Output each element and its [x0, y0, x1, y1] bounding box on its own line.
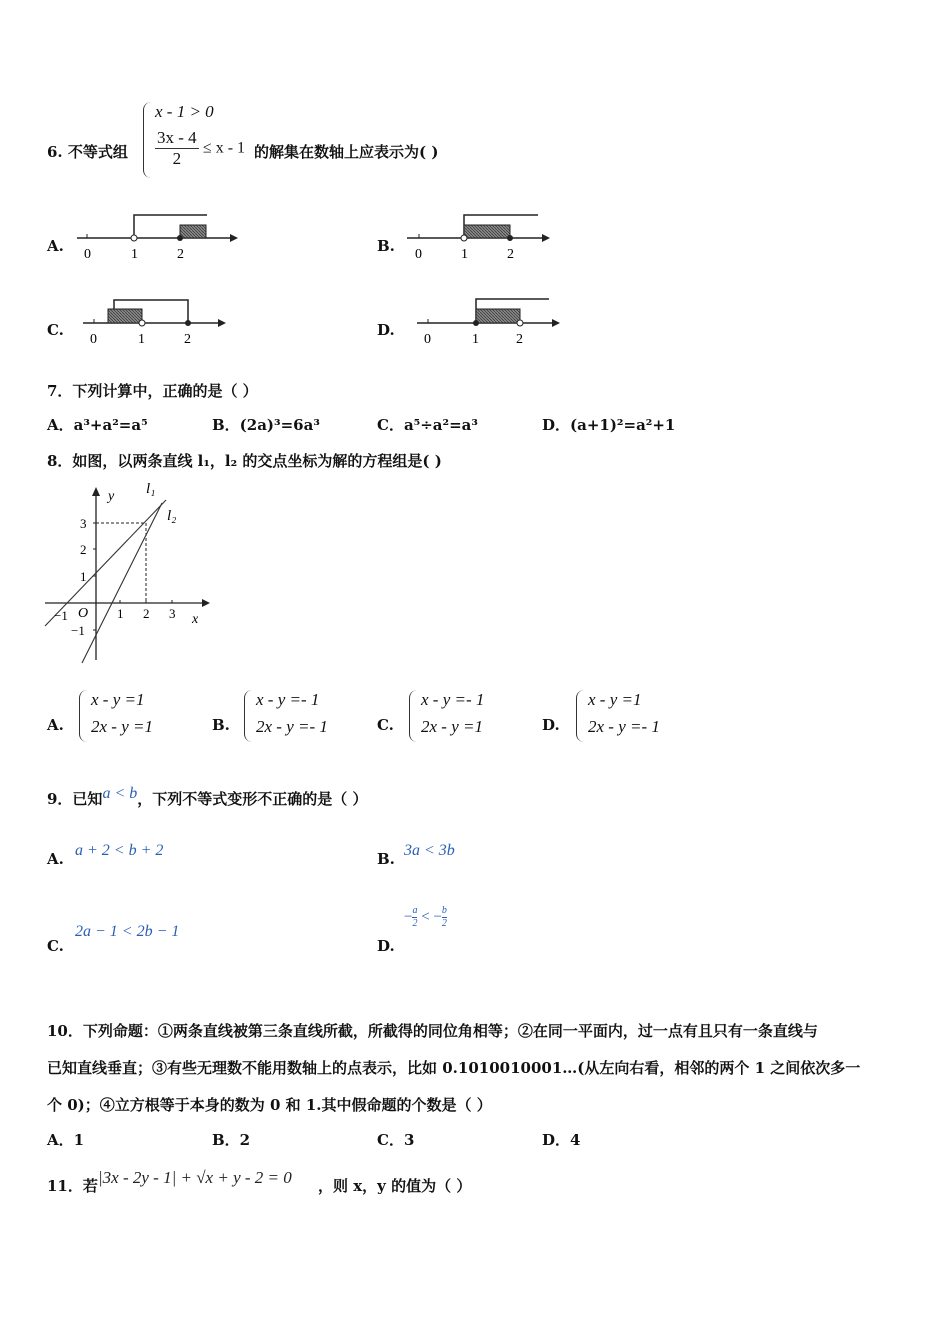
q8-option-d-system: [576, 690, 686, 742]
q6-option-c-letter[interactable]: C.: [47, 321, 64, 339]
tick-0: 0: [84, 247, 91, 262]
q6-numberline-b: [404, 206, 554, 266]
num-b: b: [441, 905, 447, 916]
q9-prefix: 9．已知: [47, 790, 103, 808]
q9-text: [47, 785, 368, 809]
q8-graph: [40, 478, 215, 668]
q10-option-d[interactable]: D．4: [542, 1131, 581, 1149]
x-tick-2: 2: [143, 606, 150, 621]
minus: −: [433, 909, 442, 925]
q6-numberline-d: [414, 291, 564, 351]
q7-text: 7．下列计算中，正确的是（ ）: [47, 382, 258, 400]
eq2: 2x - y =1: [91, 717, 153, 736]
tick-0: 0: [424, 332, 431, 347]
q8-option-a-system: [79, 690, 189, 742]
q7-option-b[interactable]: B．(2a)³=6a³: [212, 416, 320, 434]
q10-line2: 已知直线垂直；③有些无理数不能用数轴上的点表示，比如 0.1010010001…(从左向右看，相邻的两个 1 之间依次多一: [47, 1059, 861, 1077]
q9-option-a-letter[interactable]: A.: [47, 850, 64, 868]
q7-option-a[interactable]: A．a³+a²=a⁵: [47, 416, 148, 434]
tick-0: 0: [90, 332, 97, 347]
y-tick-neg1: −1: [71, 623, 85, 638]
q9-option-b-expr: 3a < 3b: [404, 842, 455, 859]
q6-numberline-c: [80, 291, 230, 351]
x-axis-label: x: [192, 612, 199, 627]
tick-1: 1: [461, 247, 468, 262]
y-tick-1: 1: [80, 569, 87, 584]
q6-frac-den: 2: [172, 149, 182, 168]
origin-label: O: [78, 606, 89, 621]
q9-suffix: ，下列不等式变形不正确的是（ ）: [137, 790, 368, 808]
tick-1: 1: [138, 332, 145, 347]
q7-option-d[interactable]: D．(a+1)²=a²+1: [542, 416, 676, 434]
num-a: a: [412, 905, 418, 916]
q6-rhs: ≤ x - 1: [202, 139, 246, 157]
x-tick-3: 3: [169, 606, 176, 621]
x-tick-1: 1: [117, 606, 124, 621]
line-l2: [82, 503, 162, 663]
tick-0: 0: [415, 247, 422, 262]
l2-label: l₂: [167, 508, 177, 524]
tick-2: 2: [177, 247, 184, 262]
q9-option-c-expr: 2a − 1 < 2b − 1: [75, 923, 180, 940]
den: 2: [412, 918, 418, 929]
y-axis-label: y: [108, 489, 115, 504]
tick-2: 2: [507, 247, 514, 262]
tick-2: 2: [184, 332, 191, 347]
eq2: 2x - y =- 1: [588, 717, 660, 736]
q8-option-d-letter[interactable]: D.: [542, 716, 560, 734]
eq1: x - y =1: [91, 690, 145, 709]
q9-option-a-expr: a + 2 < b + 2: [75, 842, 164, 859]
q8-option-a-letter[interactable]: A.: [47, 716, 64, 734]
eq2: 2x - y =1: [421, 717, 483, 736]
den: 2: [441, 918, 447, 929]
q8-option-c-system: [409, 690, 519, 742]
tick-2: 2: [516, 332, 523, 347]
minus: −: [404, 909, 413, 925]
q6-numberline-a: [72, 206, 242, 266]
q11-prefix: 11．若: [47, 1177, 98, 1195]
q6-number-and-prefix: 6. 不等式组: [47, 143, 128, 161]
q9-option-d-letter[interactable]: D.: [377, 937, 395, 955]
tick-1: 1: [472, 332, 479, 347]
q8-text: 8．如图，以两条直线 l₁，l₂ 的交点坐标为解的方程组是( ): [47, 452, 442, 470]
q6-inequality-system: [143, 102, 253, 178]
q7-option-c[interactable]: C．a⁵÷a²=a³: [377, 416, 478, 434]
q6-option-d-letter[interactable]: D.: [377, 321, 395, 339]
q10-option-b[interactable]: B．2: [212, 1131, 251, 1149]
y-tick-3: 3: [80, 516, 87, 531]
q11-expression: |3x - 2y - 1| + √x + y - 2 = 0: [98, 1168, 292, 1187]
q10-line3: 个 0)；④立方根等于本身的数为 0 和 1.其中假命题的个数是（ ）: [47, 1096, 492, 1114]
q6-suffix: 的解集在数轴上应表示为( ): [254, 143, 439, 161]
y-tick-2: 2: [80, 542, 87, 557]
q6-frac-row: [155, 128, 245, 169]
eq2: 2x - y =- 1: [256, 717, 328, 736]
q6-frac-num: 3x - 4: [157, 128, 197, 147]
eq1: x - y =- 1: [256, 690, 320, 709]
x-tick-neg1: −1: [54, 608, 68, 623]
q9-option-d-expr: [404, 905, 447, 930]
tick-1: 1: [131, 247, 138, 262]
q6-line1: x - 1 > 0: [155, 102, 214, 121]
q10-line1: 10．下列命题：①两条直线被第三条直线所截，所截得的同位角相等；②在同一平面内，过一点有且只有一条直线与: [47, 1022, 818, 1040]
lt: <: [421, 909, 430, 925]
q9-option-b-letter[interactable]: B.: [377, 850, 395, 868]
q11-suffix: ，则 x，y 的值为（ ）: [318, 1177, 472, 1195]
l1-label: l₁: [146, 481, 156, 497]
q6-option-a-letter[interactable]: A.: [47, 237, 64, 255]
q9-option-c-letter[interactable]: C.: [47, 937, 64, 955]
q10-option-c[interactable]: C．3: [377, 1131, 415, 1149]
q8-option-b-letter[interactable]: B.: [212, 716, 230, 734]
eq1: x - y =- 1: [421, 690, 485, 709]
q10-option-a[interactable]: A．1: [47, 1131, 85, 1149]
q8-option-b-system: [244, 690, 354, 742]
q9-condition: a < b: [102, 785, 138, 802]
q8-option-c-letter[interactable]: C.: [377, 716, 394, 734]
eq1: x - y =1: [588, 690, 642, 709]
q6-option-b-letter[interactable]: B.: [377, 237, 395, 255]
